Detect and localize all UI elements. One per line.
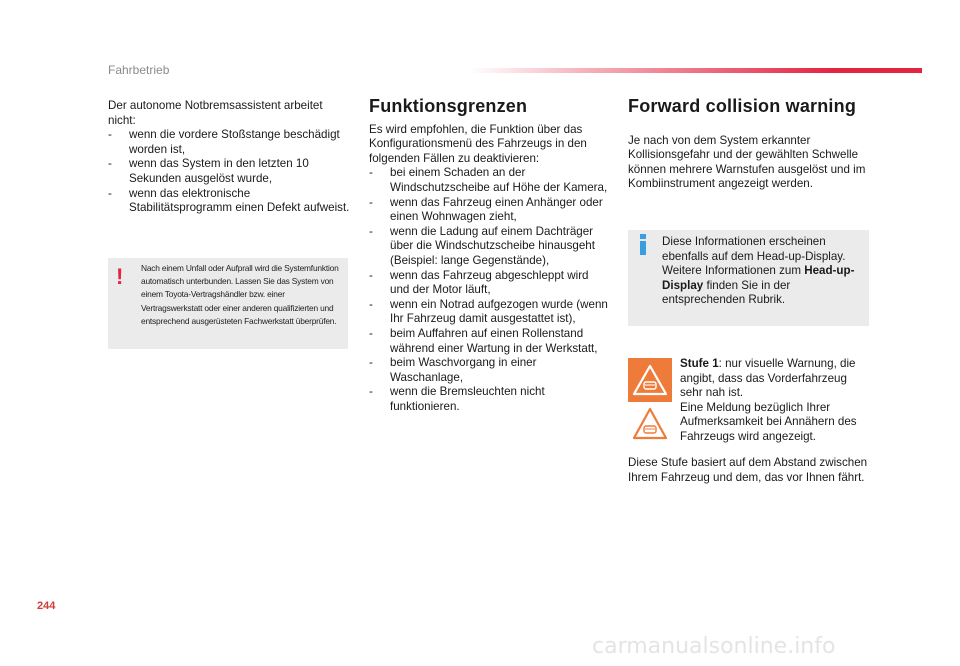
info-text-part: Diese Informationen erscheinen ebenfalls auf dem Head-up-Display. Weitere Informationen zum — [662, 235, 846, 278]
outro-text: Diese Stufe basiert auf dem Abstand zwischen Ihrem Fahrzeug und dem, das vor Ihnen fährt. — [628, 456, 868, 484]
list-item: - wenn das Fahrzeug abgeschleppt wird und der Motor läuft, — [369, 269, 609, 298]
level1-text — [680, 357, 870, 401]
header-accent-bar — [470, 68, 922, 73]
info-icon — [638, 232, 648, 256]
list-item: - wenn das System in den letzten 10 Sekunden ausgelöst wurde, — [108, 157, 353, 186]
list-item: - bei einem Schaden an der Windschutzscheibe auf Höhe der Kamera, — [369, 166, 609, 195]
list-item: - wenn das elektronische Stabilitätsprogramm einen Defekt aufweist. — [108, 187, 353, 216]
intro-text: Der autonome Notbremsassistent arbeitet nicht: — [108, 99, 323, 127]
limitation-list — [108, 128, 353, 216]
info-text-bold: Head-up-Display — [662, 264, 855, 292]
intro-text: Je nach von dem System erkannter Kollisionsgefahr und der gewählten Schwelle können mehrere Warnstufen ausgelöst und im Kombiinstrument angezeigt werden. — [628, 133, 866, 191]
list-item: - wenn das Fahrzeug einen Anhänger oder einen Wohnwagen zieht, — [369, 196, 609, 225]
section-title: Fahrbetrieb — [108, 63, 170, 77]
level1-message-text: Eine Meldung bezüglich Ihrer Aufmerksamkeit bei Annähern des Fahrzeugs wird angezeigt. — [680, 400, 857, 443]
info-text-part: finden Sie in der entsprechenden Rubrik. — [662, 278, 791, 307]
exclamation-icon: ! — [116, 264, 124, 289]
info-text — [662, 235, 866, 308]
watermark: carmanualsonline.info — [592, 634, 836, 659]
deactivation-list — [369, 166, 609, 414]
list-item: - wenn die Bremsleuchten nicht funktionieren. — [369, 385, 609, 414]
warning-text: Nach einem Unfall oder Aufprall wird die Systemfunktion automatisch unterbunden. Lassen Sie das System von einem Toyota-Vertragshändler bzw. einer Vertragswerkstatt oder einer anderen qualifizierten und entsprechend ausgerüsteten Fachwerkstatt überprüfen. — [141, 263, 339, 326]
level1-text-part: : nur visuelle Warnung, die angibt, dass das Vorderfahrzeug sehr nah ist. — [680, 357, 856, 400]
level1-label: Stufe 1 — [680, 357, 719, 370]
level1-description — [680, 357, 870, 445]
list-item: - wenn die Ladung auf einem Dachträger über die Windschutzscheibe hinausgeht (Beispiel: lange Gegenstände), — [369, 225, 609, 269]
collision-warning-orange-icon — [628, 358, 672, 402]
list-item: - wenn ein Notrad aufgezogen wurde (wenn Ihr Fahrzeug damit ausgestattet ist), — [369, 298, 609, 327]
list-item: - beim Auffahren auf einen Rollenstand während einer Wartung in der Werkstatt, — [369, 327, 609, 356]
list-item: - wenn die vordere Stoßstange beschädigt worden ist, — [108, 128, 353, 157]
level1-outro — [628, 456, 873, 485]
collision-warning-outline-icon — [628, 404, 672, 444]
info-box — [628, 230, 869, 326]
column-left — [108, 99, 353, 216]
page-number: 244 — [37, 600, 56, 612]
section-heading: Forward collision warning — [628, 96, 857, 116]
column-right — [628, 96, 868, 192]
intro-text: Es wird empfohlen, die Funktion über das Konfigurationsmenü des Fahrzeugs in den folgenden Fällen zu deaktivieren: — [369, 122, 587, 165]
warning-box — [108, 258, 348, 349]
list-item: - beim Waschvorgang in einer Waschanlage, — [369, 356, 609, 385]
section-heading: Funktionsgrenzen — [369, 96, 528, 116]
column-middle — [369, 96, 609, 414]
